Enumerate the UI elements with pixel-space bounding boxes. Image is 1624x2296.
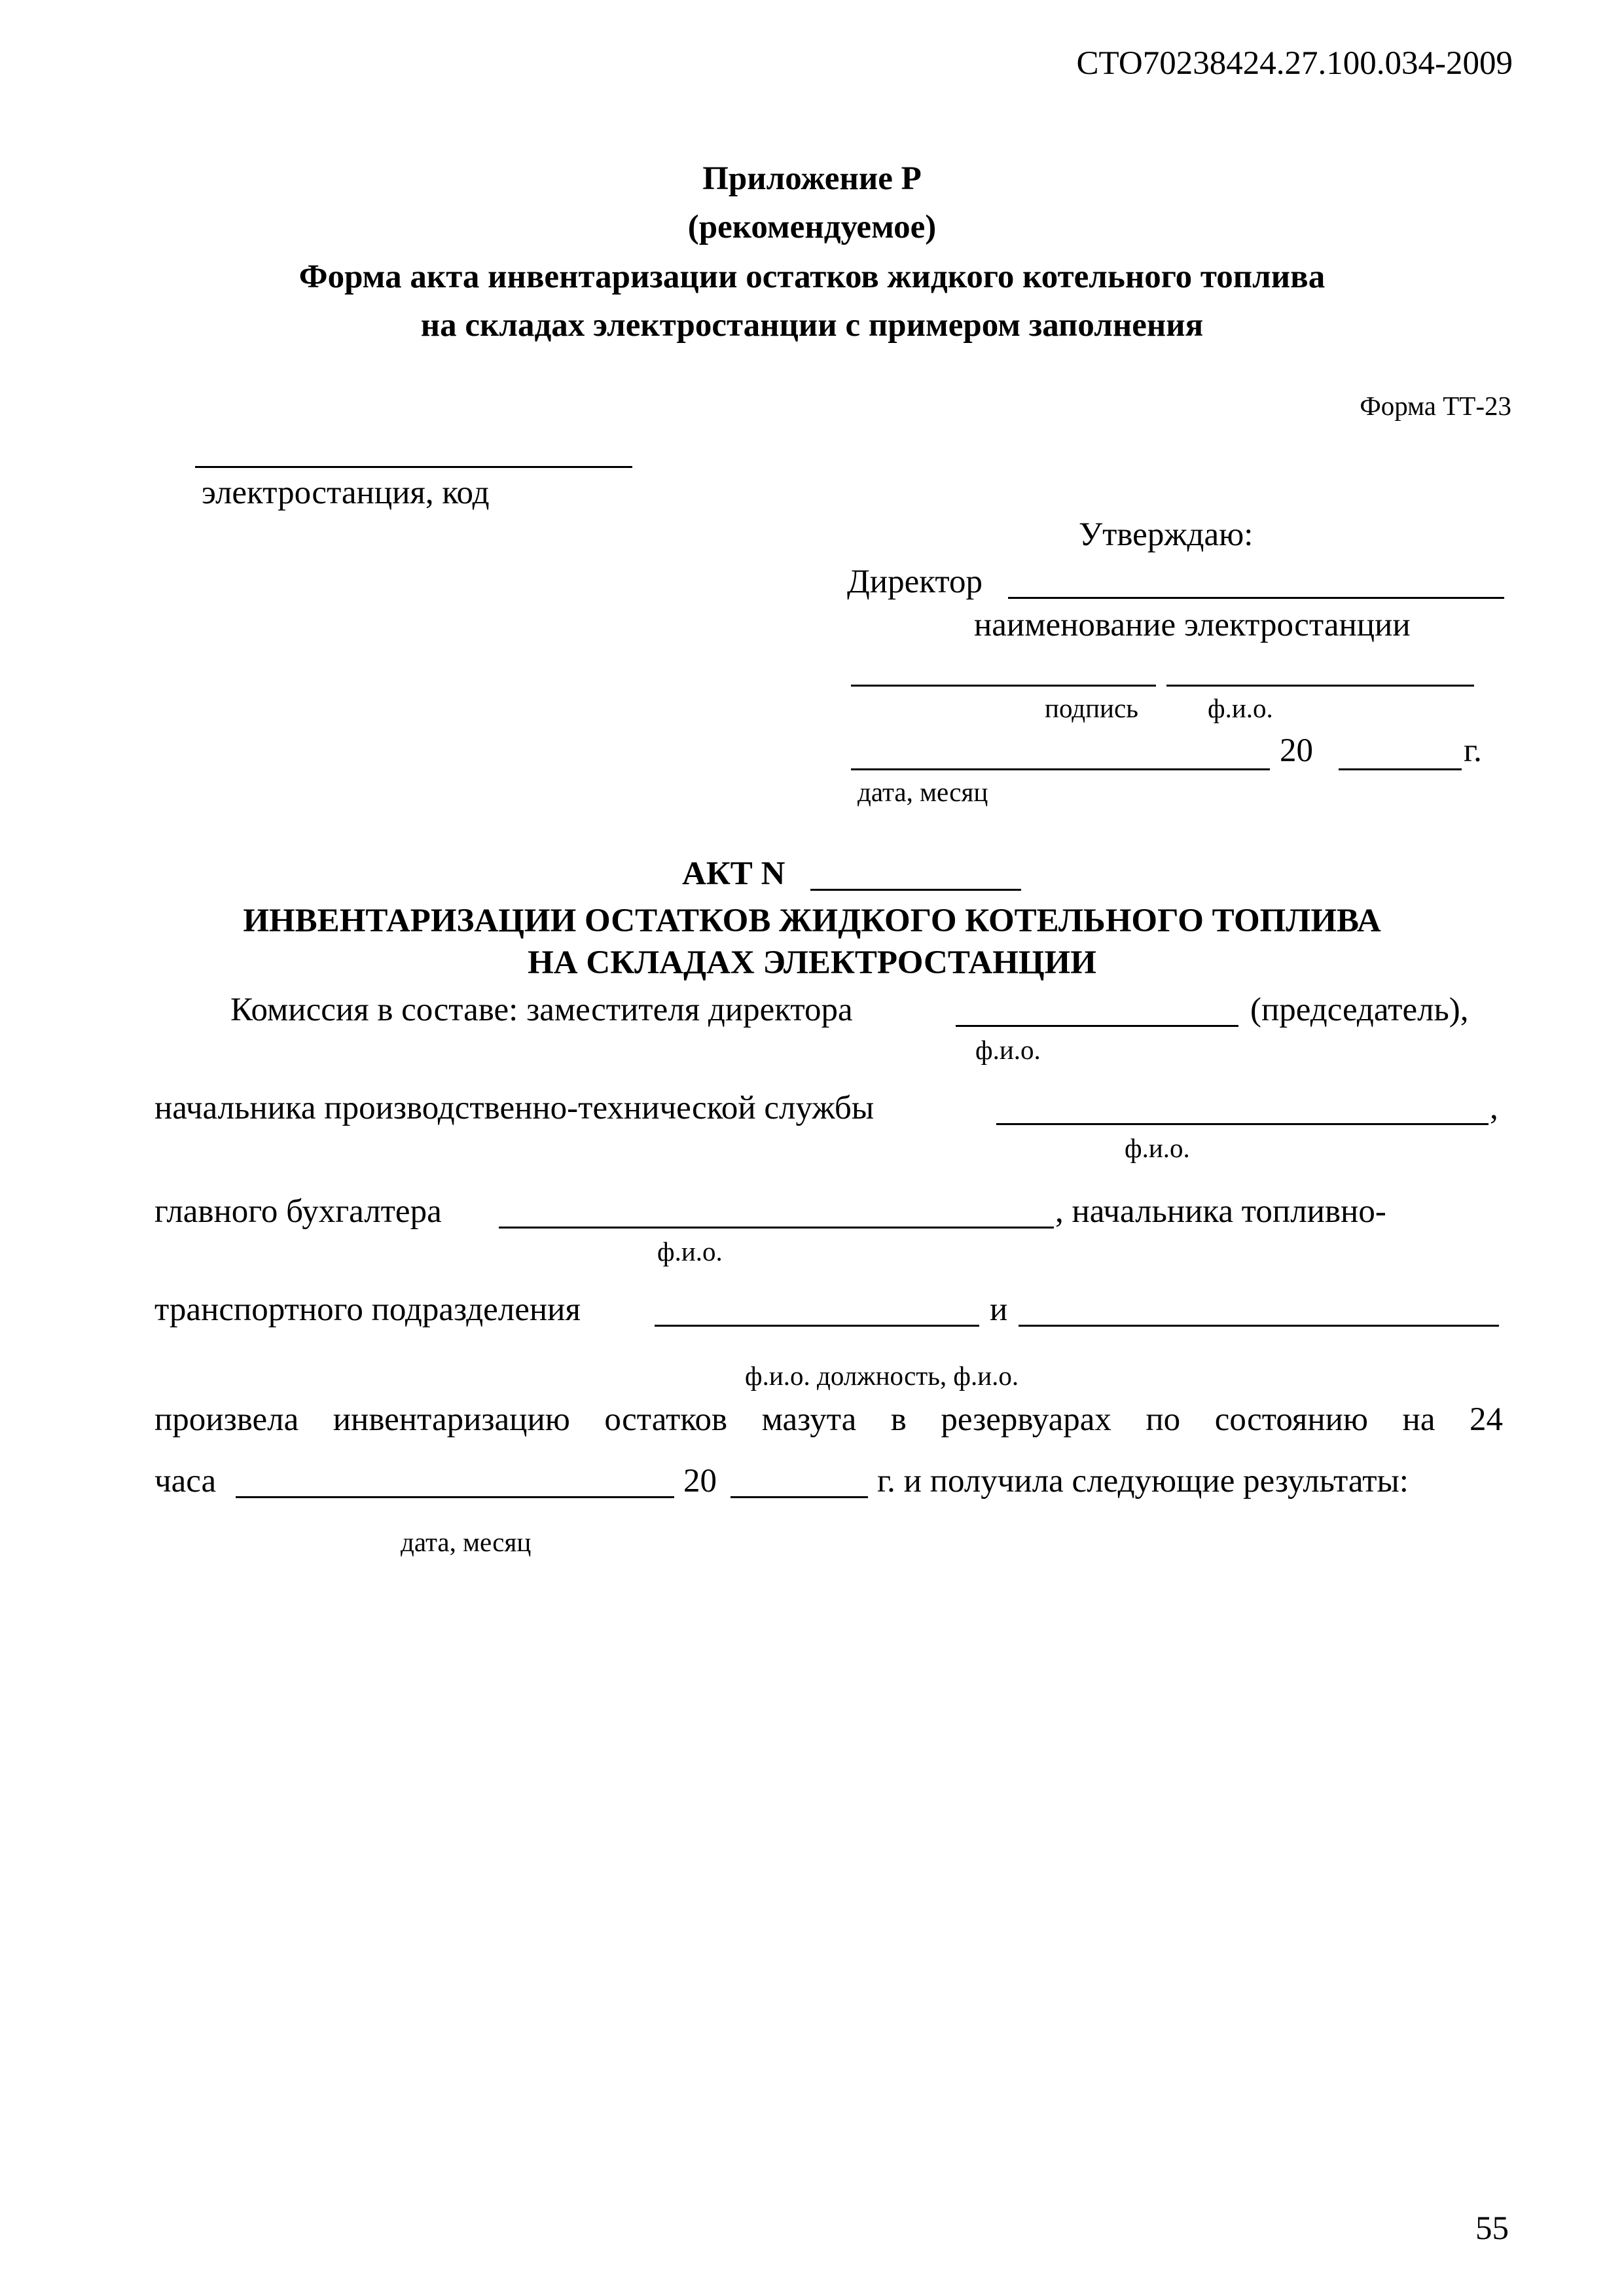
commission-line5: произвела инвентаризацию остатков мазута в резервуарах по состоянию на 24 bbox=[154, 1401, 1503, 1438]
act-title-line2: НА СКЛАДАХ ЭЛЕКТРОСТАНЦИИ bbox=[528, 944, 1096, 981]
pts-head-line bbox=[996, 1123, 1489, 1125]
deputy-director-caption: ф.и.о. bbox=[975, 1035, 1041, 1065]
director-plant-line bbox=[1008, 597, 1504, 599]
approval-date-caption: дата, месяц bbox=[857, 777, 988, 807]
approval-date-line bbox=[851, 768, 1270, 770]
fio-line bbox=[1166, 685, 1474, 687]
commission-line4-prefix: транспортного подразделения bbox=[154, 1291, 581, 1328]
commission-line1-prefix: Комиссия в составе: заместителя директора bbox=[230, 992, 853, 1028]
act-number-line bbox=[810, 889, 1021, 891]
inventory-year-prefix: 20 bbox=[683, 1463, 717, 1499]
commission-line3-suffix: , начальника топливно- bbox=[1055, 1193, 1386, 1230]
member-position-line bbox=[1019, 1325, 1499, 1327]
commission-line4-caption: ф.и.о. должность, ф.и.о. bbox=[745, 1361, 1019, 1391]
appendix-recommended: (рекомендуемое) bbox=[687, 209, 937, 245]
inventory-date-caption: дата, месяц bbox=[401, 1527, 532, 1557]
pts-head-caption: ф.и.о. bbox=[1125, 1133, 1190, 1163]
act-number-label: АКТ N bbox=[682, 855, 785, 892]
commission-line1-suffix: (председатель), bbox=[1250, 992, 1469, 1028]
form-code: Форма ТТ-23 bbox=[1360, 391, 1511, 421]
commission-line3-prefix: главного бухгалтера bbox=[154, 1193, 442, 1230]
page-number: 55 bbox=[1475, 2210, 1509, 2247]
chief-accountant-caption: ф.и.о. bbox=[657, 1236, 723, 1266]
appendix-form-title-line2: на складах электростанции с примером заполнения bbox=[420, 307, 1204, 344]
appendix-title: Приложение Р bbox=[702, 160, 922, 197]
chief-accountant-line bbox=[499, 1227, 1054, 1229]
fio-caption: ф.и.о. bbox=[1208, 693, 1273, 723]
director-label: Директор bbox=[847, 564, 983, 600]
commission-line2-suffix: , bbox=[1490, 1090, 1498, 1126]
fuel-transport-head-line bbox=[655, 1325, 979, 1327]
commission-line6-prefix: часа bbox=[154, 1463, 217, 1499]
act-title-line1: ИНВЕНТАРИЗАЦИИ ОСТАТКОВ ЖИДКОГО КОТЕЛЬНОГО ТОПЛИВА bbox=[243, 903, 1381, 939]
plant-code-caption: электростанция, код bbox=[202, 475, 490, 511]
commission-line4-and: и bbox=[990, 1291, 1008, 1328]
appendix-form-title-line1: Форма акта инвентаризации остатков жидкого котельного топлива bbox=[298, 259, 1326, 295]
approval-year-line bbox=[1339, 768, 1462, 770]
approval-year-suffix: г. bbox=[1464, 732, 1482, 769]
inventory-date-line bbox=[236, 1496, 674, 1498]
deputy-director-line bbox=[956, 1025, 1238, 1027]
approve-label: Утверждаю: bbox=[1079, 516, 1254, 553]
signature-line bbox=[851, 685, 1156, 687]
commission-line6-suffix: г. и получила следующие результаты: bbox=[877, 1463, 1409, 1499]
plant-name-caption: наименование электростанции bbox=[974, 607, 1411, 643]
plant-code-line bbox=[195, 466, 632, 468]
document-code: СТО70238424.27.100.034-2009 bbox=[1076, 45, 1513, 82]
approval-year-prefix: 20 bbox=[1280, 732, 1313, 769]
commission-line2-prefix: начальника производственно-технической службы bbox=[154, 1090, 875, 1126]
inventory-year-line bbox=[731, 1496, 868, 1498]
signature-caption: подпись bbox=[1045, 693, 1138, 723]
